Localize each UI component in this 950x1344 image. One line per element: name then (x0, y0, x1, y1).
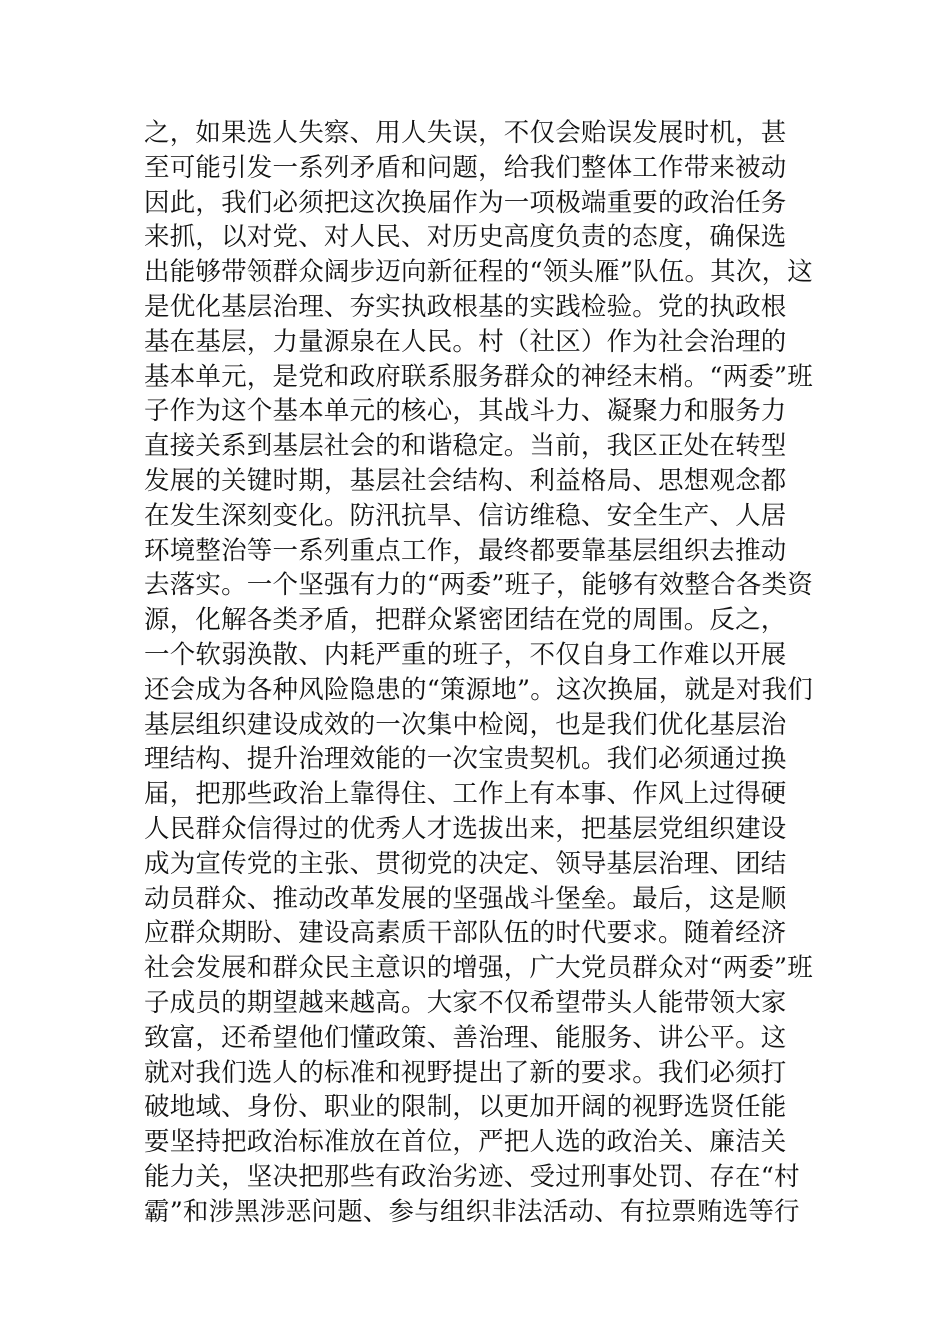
text-line: 去落实。一个坚强有力的“两委”班子，能够有效整合各类资 (144, 570, 813, 601)
text-line: 来抓，以对党、对人民、对历史高度负责的态度，确保选 (144, 222, 787, 253)
text-line: 人民群众信得过的优秀人才选拔出来，把基层党组织建设 (144, 813, 787, 844)
text-line: 届，把那些政治上靠得住、工作上有本事、作风上过得硬 (144, 779, 787, 810)
text-line: 发展的关键时期，基层社会结构、利益格局、思想观念都 (144, 465, 787, 496)
text-line: 基本单元，是党和政府联系服务群众的神经末梢。“两委”班 (144, 361, 813, 392)
text-line: 应群众期盼、建设高素质干部队伍的时代要求。随着经济 (144, 918, 787, 949)
text-line: 之，如果选人失察、用人失误，不仅会贻误发展时机，甚 (144, 118, 787, 148)
text-line: 是优化基层治理、夯实执政根基的实践检验。党的执政根 (144, 291, 787, 322)
text-line: 要坚持把政治标准放在首位，严把人选的政治关、廉洁关 (144, 1127, 787, 1158)
text-line: 社会发展和群众民主意识的增强，广大党员群众对“两委”班 (144, 953, 813, 984)
text-line: 就对我们选人的标准和视野提出了新的要求。我们必须打 (144, 1057, 787, 1088)
text-line: 致富，还希望他们懂政策、善治理、能服务、讲公平。这 (144, 1022, 787, 1053)
text-line: 因此，我们必须把这次换届作为一项极端重要的政治任务 (144, 187, 787, 218)
text-line: 源，化解各类矛盾，把群众紧密团结在党的周围。反之， (144, 605, 787, 636)
text-line: 子作为这个基本单元的核心，其战斗力、凝聚力和服务力 (144, 396, 787, 427)
text-line: 基在基层，力量源泉在人民。村（社区）作为社会治理的 (144, 326, 787, 357)
text-line: 一个软弱涣散、内耗严重的班子，不仅自身工作难以开展 (144, 639, 787, 670)
text-line: 出能够带领群众阔步迈向新征程的“领头雁”队伍。其次，这 (144, 257, 813, 288)
text-line: 在发生深刻变化。防汛抗旱、信访维稳、安全生产、人居 (144, 500, 787, 531)
text-line: 直接关系到基层社会的和谐稳定。当前，我区正处在转型 (144, 431, 787, 462)
text-line: 能力关，坚决把那些有政治劣迹、受过刑事处罚、存在“村 (144, 1161, 800, 1192)
text-line: 成为宣传党的主张、贯彻党的决定、领导基层治理、团结 (144, 848, 787, 879)
text-line: 动员群众、推动改革发展的坚强战斗堡垒。最后，这是顺 (144, 883, 787, 914)
text-line: 子成员的期望越来越高。大家不仅希望带头人能带领大家 (144, 987, 787, 1018)
text-line: 基层组织建设成效的一次集中检阅，也是我们优化基层治 (144, 709, 787, 740)
text-line: 霸”和涉黑涉恶问题、参与组织非法活动、有拉票贿选等行 (144, 1196, 800, 1227)
text-line: 理结构、提升治理效能的一次宝贵契机。我们必须通过换 (144, 744, 787, 775)
text-line: 还会成为各种风险隐患的“策源地”。这次换届，就是对我们 (144, 674, 813, 705)
body-text (144, 116, 814, 1230)
text-line: 破地域、身份、职业的限制，以更加开阔的视野选贤任能 (144, 1092, 787, 1123)
text-line: 环境整治等一系列重点工作，最终都要靠基层组织去推动 (144, 535, 787, 566)
text-line: 至可能引发一系列矛盾和问题，给我们整体工作带来被动 (144, 152, 787, 183)
